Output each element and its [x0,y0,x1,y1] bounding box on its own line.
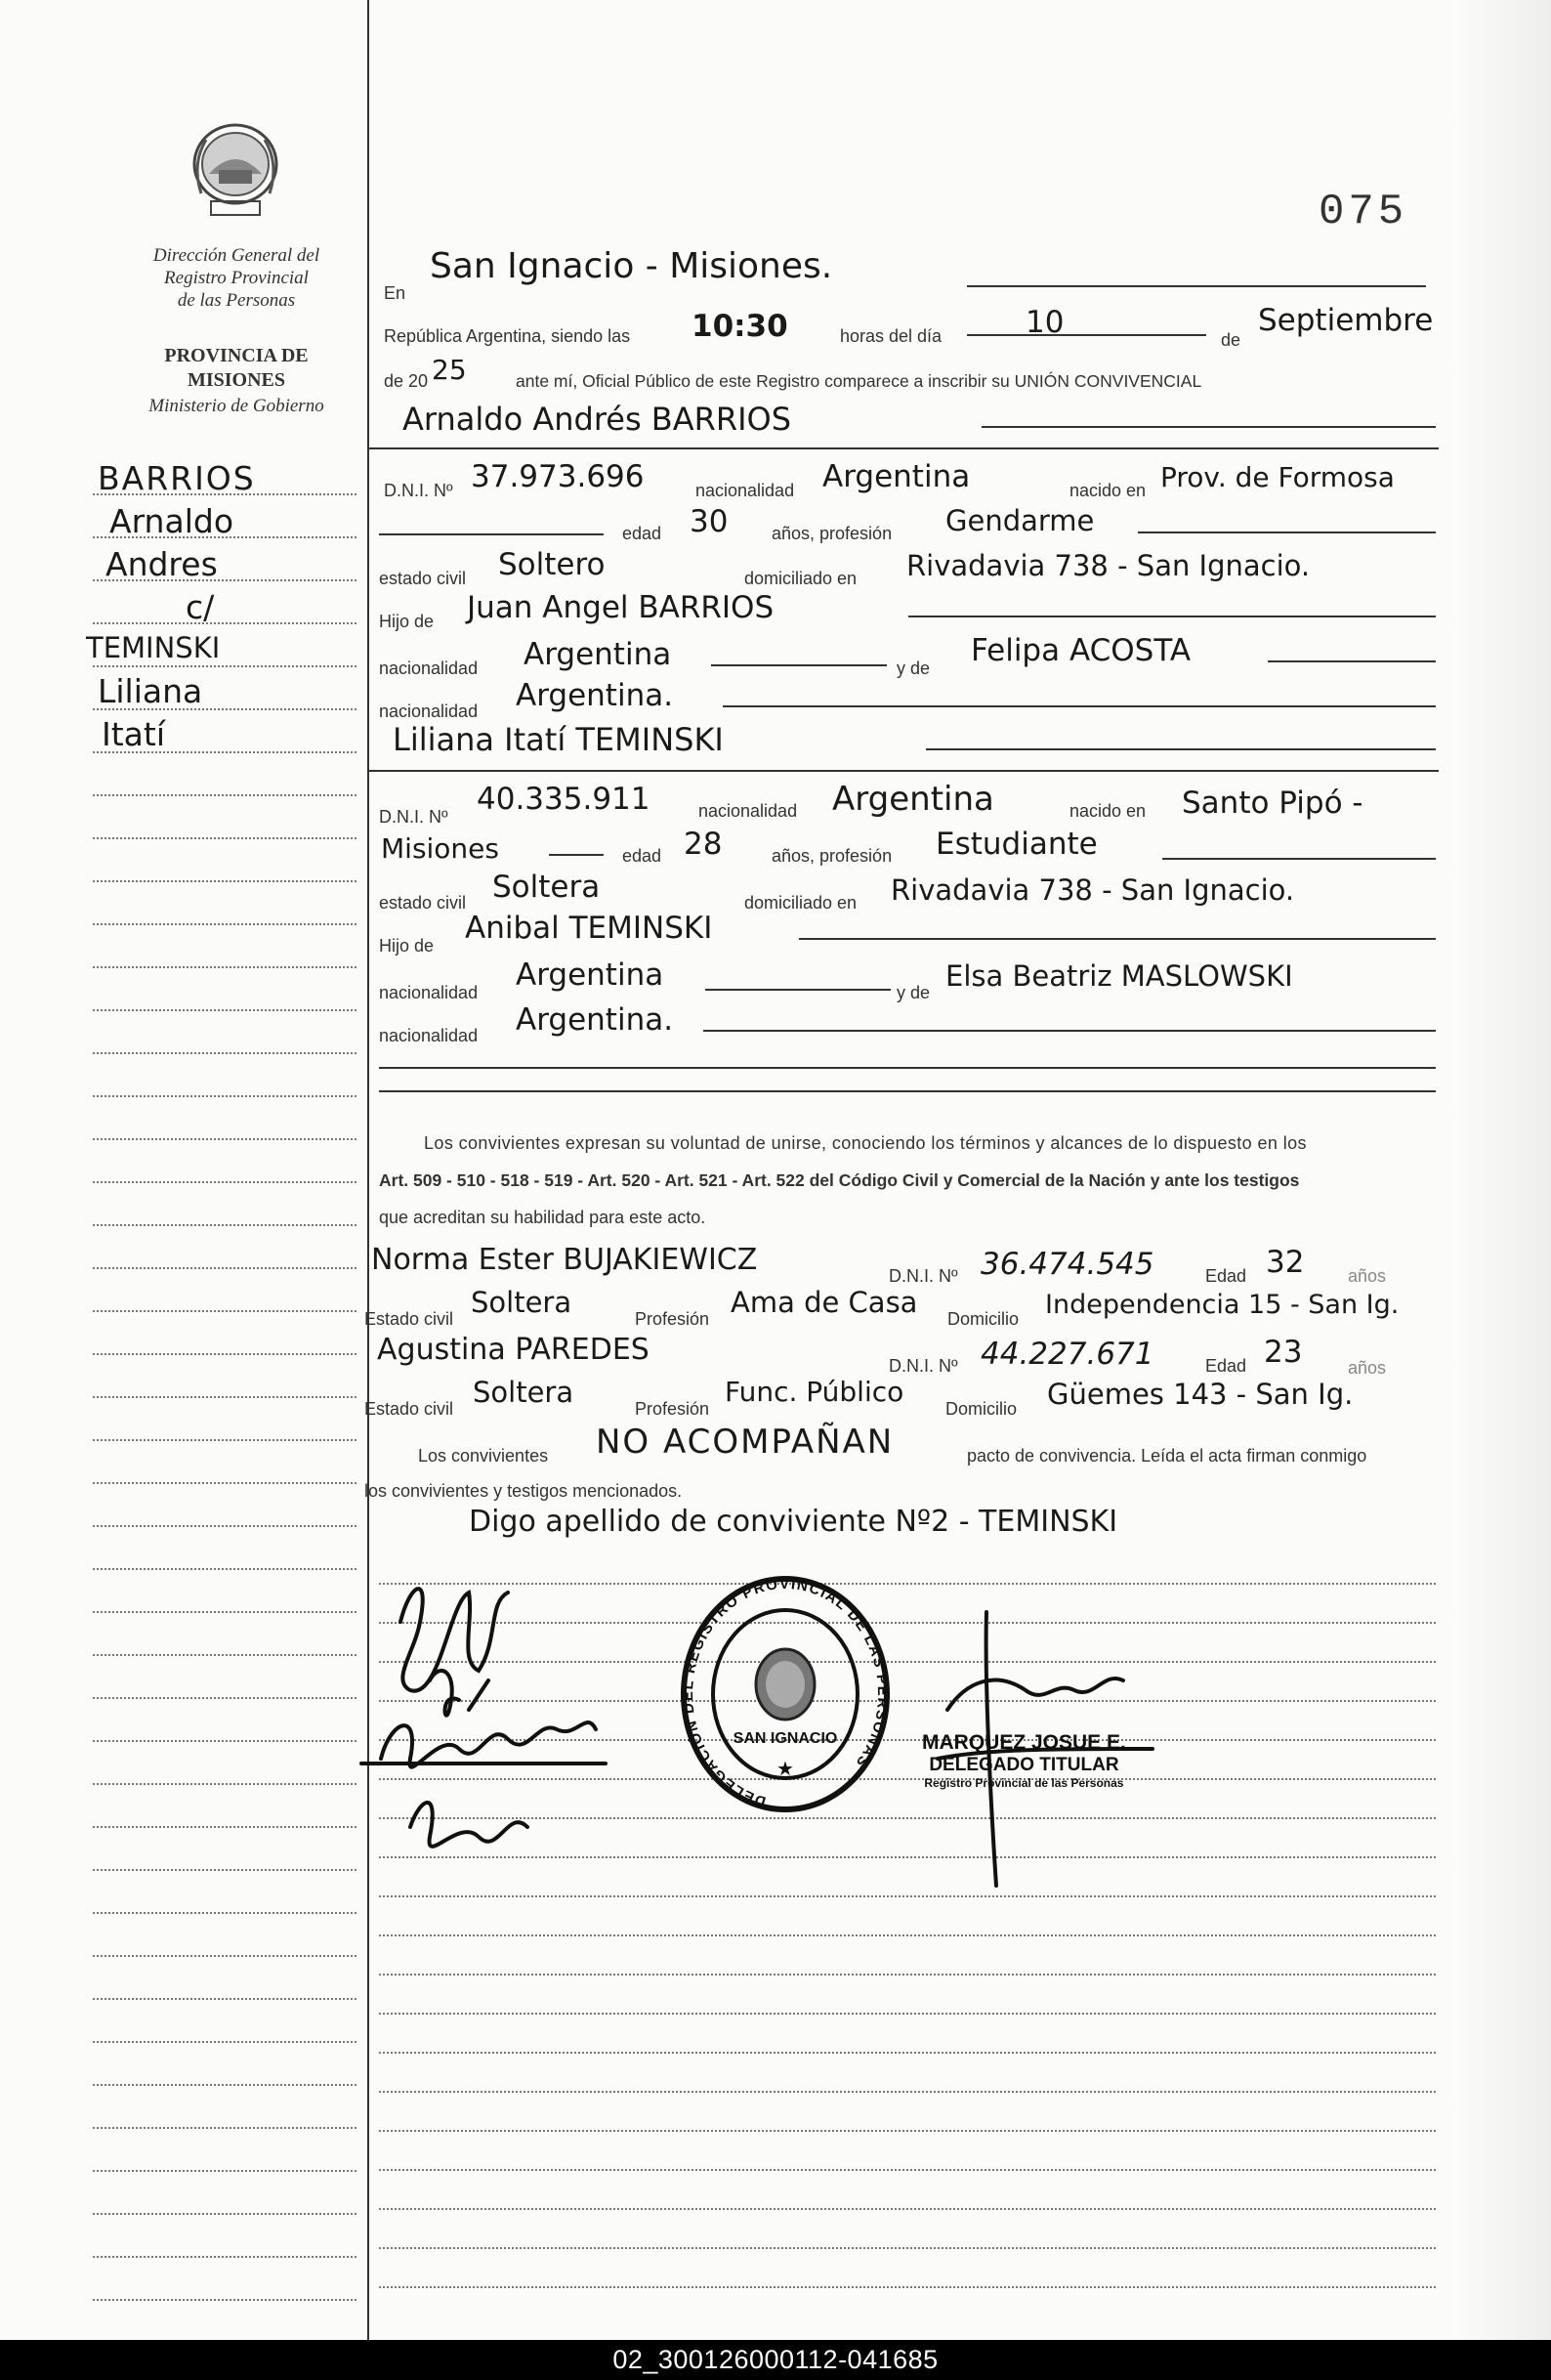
value-person2-father: Anibal TEMINSKI [465,911,713,946]
value-person2-profession: Estudiante [936,827,1098,862]
value-witness1-address: Independencia 15 - San Ig. [1045,1290,1400,1320]
margin-dotted-line [93,1611,356,1613]
label-y-de-1: y de [897,659,931,678]
value-witness2-civil: Soltera [473,1376,574,1409]
label-nacido-1: nacido en [1069,481,1147,500]
line [549,854,604,856]
registry-seal-icon [678,1575,893,1819]
value-witness1-age: 32 [1266,1245,1305,1280]
value-person1-born: Prov. de Formosa [1160,461,1395,493]
value-pact: NO ACOMPAÑAN [596,1423,895,1462]
value-person2-father-nat: Argentina [516,957,664,993]
label-edad-1: edad [622,524,662,543]
value-person2-civil: Soltera [492,870,601,905]
label-w2-domicilio: Domicilio [945,1399,1018,1419]
margin-name-first-2: Liliana [98,672,203,710]
label-nac-mother-1: nacionalidad [379,701,479,721]
declaration-line-3: que acreditan su habilidad para este acto. [379,1208,706,1227]
label-hijo-2: Hijo de [379,936,435,956]
value-person2-dni: 40.335.911 [477,782,650,817]
margin-dotted-line [93,2041,356,2043]
value-person2-born-2: Misiones [381,832,499,865]
label-nac-father-2: nacionalidad [379,983,479,1002]
value-witness2-name: Agustina PAREDES [377,1333,650,1367]
value-person1-nationality: Argentina [822,459,971,494]
margin-dotted-line [93,1181,356,1183]
value-person2-name: Liliana Itatí TEMINSKI [393,721,724,758]
margin-dotted-line [93,1912,356,1914]
value-person2-nationality: Argentina [832,780,994,819]
value-person1-age: 30 [690,504,729,539]
label-domicilio-2: domiciliado en [744,893,858,913]
margin-dotted-line [93,1568,356,1570]
value-person2-address: Rivadavia 738 - San Ignacio. [891,873,1295,907]
margin-dotted-line [93,794,356,796]
value-person1-address: Rivadavia 738 - San Ignacio. [906,549,1311,582]
margin-dotted-line [93,1138,356,1140]
margin-name-middle-2: Itatí [102,715,166,753]
footer-code: 02_300126000112-041685 [0,2340,1551,2380]
margin-dotted-line [93,1998,356,2000]
margin-name-first-1: Arnaldo [109,502,234,540]
label-estado-1: estado civil [379,569,467,588]
label-w2-estado: Estado civil [364,1399,454,1419]
signature-dotted-line [379,2208,1436,2210]
label-dni-1: D.N.I. Nº [384,481,453,500]
act-number: 075 [1319,188,1408,236]
value-person1-father-nat: Argentina [524,637,672,672]
margin-dotted-line [93,1396,356,1398]
seal-star-icon: ★ [776,1759,794,1780]
value-witness2-address: Güemes 143 - San Ig. [1047,1378,1354,1411]
value-year: 25 [432,354,467,386]
margin-dotted-line [93,1224,356,1226]
signature-dotted-line [379,1974,1436,1976]
line [379,533,604,535]
label-w1-edad: Edad [1205,1266,1247,1286]
label-nacionalidad-2: nacionalidad [698,801,798,821]
label-w2-profesion: Profesión [635,1399,710,1419]
signature-dotted-line [379,2286,1436,2288]
margin-name-middle-1: Andres [105,545,218,583]
value-person2-mother: Elsa Beatriz MASLOWSKI [945,959,1293,993]
margin-name-surname-1: BARRIOS [98,459,256,497]
ministry-line: Ministerio de Gobierno [148,396,324,416]
value-month: Septiembre [1258,303,1434,338]
label-pact-suffix: pacto de convivencia. Leída el acta firman conmigo [967,1446,1367,1466]
signature-dotted-line [379,1934,1436,1936]
value-witness1-name: Norma Ester BUJAKIEWICZ [371,1243,758,1277]
signature-dotted-line [379,1895,1436,1897]
margin-dotted-line [93,1482,356,1484]
label-nacido-2: nacido en [1069,801,1147,821]
line [379,1067,1436,1069]
margin-dotted-line [93,1353,356,1355]
margin-dotted-line [93,1525,356,1527]
label-y-de-2: y de [897,983,931,1002]
label-w1-profesion: Profesión [635,1309,710,1329]
correction-note: Digo apellido de conviviente Nº2 - TEMINSKI [469,1505,1118,1539]
value-witness1-civil: Soltera [471,1286,572,1319]
margin-dotted-line [93,2256,356,2258]
label-w1-domicilio: Domicilio [947,1309,1020,1329]
value-witness1-profession: Ama de Casa [731,1286,918,1319]
province-line-2: MISIONES [187,369,286,391]
value-person2-mother-nat: Argentina. [516,1002,674,1038]
label-declaration: ante mí, Oficial Público de este Registro comparece a inscribir su UNIÓN CONVIVENCIAL [516,371,1202,391]
seal-inner-text: SAN IGNACIO [733,1730,838,1747]
line [369,447,1439,449]
margin-dotted-line [93,1009,356,1011]
delegate-org: Registro Provincial de las Personas [924,1776,1124,1790]
label-horas: horas del día [840,326,943,346]
label-profesion-2: años, profesión [772,846,893,866]
label-w2-anos: años [1348,1358,1387,1378]
value-witness2-profession: Func. Público [725,1376,904,1408]
value-witness1-dni: 36.474.545 [981,1247,1154,1282]
line [799,938,1436,940]
delegate-stamp [922,1731,1126,1790]
institution-line-3: de las Personas [177,290,296,311]
value-person1-father: Juan Angel BARRIOS [467,590,775,625]
institution-line-1: Dirección General del [152,245,320,266]
margin-dotted-line [93,880,356,882]
delegate-name: MARQUEZ JOSUE E. [922,1731,1126,1754]
value-person1-name: Arnaldo Andrés BARRIOS [402,401,792,438]
label-w1-anos: años [1348,1266,1387,1286]
margin-dotted-line [93,665,356,667]
value-time: 10:30 [692,309,788,344]
label-nac-mother-2: nacionalidad [379,1026,479,1045]
value-person1-profession: Gendarme [945,504,1095,537]
province-crest-icon [182,115,289,223]
margin-dotted-line [93,1783,356,1785]
margin-dotted-line [93,1052,356,1054]
signature-dotted-line [379,2130,1436,2132]
declaration-line-2: Art. 509 - 510 - 518 - 519 - Art. 520 - Art. 521 - Art. 522 del Código Civil y Comercial de la Nación y ante los testigos [379,1170,1300,1190]
institution-line-2: Registro Provincial [164,268,309,288]
line [705,989,891,991]
signatures-convivientes-witnesses [352,1563,645,1895]
value-person2-age: 28 [684,827,723,862]
value-place: San Ignacio - Misiones. [430,246,833,286]
margin-dotted-line [93,923,356,925]
delegate-title: DELEGADO TITULAR [929,1755,1119,1775]
margin-name-connector: c/ [186,588,215,626]
label-dni-2: D.N.I. Nº [379,807,448,827]
label-hijo-1: Hijo de [379,612,435,631]
label-profesion-1: años, profesión [772,524,893,543]
page-edge-shadow [1457,0,1551,2340]
line [379,1090,1436,1092]
margin-dotted-line [93,1654,356,1656]
margin-dotted-line [93,837,356,839]
line [967,285,1426,287]
margin-dotted-line [93,1267,356,1269]
label-republica: República Argentina, siendo las [384,326,631,346]
line [1162,858,1436,860]
line [703,1030,1436,1032]
margin-dotted-line [93,1869,356,1871]
line [926,748,1436,750]
signature-dotted-line [379,2169,1436,2171]
line [967,334,1206,336]
label-domicilio-1: domiciliado en [744,569,858,588]
margin-dotted-line [93,622,356,624]
province-line-1: PROVINCIA DE [164,345,309,366]
margin-dotted-line [93,2299,356,2301]
signature-dotted-line [379,2091,1436,2093]
label-nacionalidad-1: nacionalidad [695,481,795,500]
signature-dotted-line [379,2052,1436,2054]
margin-dotted-line [93,1697,356,1699]
value-person1-mother: Felipa ACOSTA [971,633,1192,668]
value-day: 10 [1026,305,1065,340]
margin-dotted-line [93,2127,356,2129]
line [711,664,887,666]
label-en: En [384,283,406,303]
label-nac-father-1: nacionalidad [379,659,479,678]
label-w1-estado: Estado civil [364,1309,454,1329]
label-edad-2: edad [622,846,662,866]
label-year-prefix: de 20 [384,371,429,391]
margin-dotted-line [93,2170,356,2172]
margin-dotted-line [93,1826,356,1828]
margin-dotted-line [93,1310,356,1312]
margin-dotted-line [93,1740,356,1742]
label-w2-dni: D.N.I. Nº [889,1356,958,1376]
value-person2-born-1: Santo Pipó - [1182,786,1363,821]
value-person1-dni: 37.973.696 [471,459,645,494]
line [369,770,1439,772]
label-w1-dni: D.N.I. Nº [889,1266,958,1286]
label-de: de [1221,330,1241,350]
label-estado-2: estado civil [379,893,467,913]
margin-dotted-line [93,1955,356,1957]
signature-dotted-line [379,2013,1436,2015]
margin-dotted-line [93,1439,356,1441]
line [908,616,1436,617]
line [982,426,1436,428]
value-person1-civil: Soltero [498,547,606,582]
margin-dotted-line [93,2084,356,2086]
label-pact-line2: los convivientes y testigos mencionados. [364,1481,683,1501]
line [1138,531,1436,533]
margin-divider [367,0,369,2340]
line [723,705,1436,707]
value-person1-mother-nat: Argentina. [516,678,674,713]
signature-dotted-line [379,2247,1436,2249]
value-witness2-dni: 44.227.671 [981,1337,1154,1372]
label-w2-edad: Edad [1205,1356,1247,1376]
margin-dotted-line [93,2213,356,2215]
margin-dotted-line [93,1095,356,1097]
margin-dotted-line [93,966,356,968]
value-witness2-age: 23 [1264,1335,1303,1370]
declaration-line-1: Los convivientes expresan su voluntad de unirse, conociendo los términos y alcances de lo dispuesto en los [424,1133,1307,1153]
seal-ring-text: DELEGACIÓN DEL REGISTRO PROVINCIAL DE LAS PERSONAS [679,1575,892,1810]
margin-name-surname-2: TEMINSKI [86,631,221,664]
line [1268,660,1436,662]
label-pact-prefix: Los convivientes [418,1446,549,1466]
